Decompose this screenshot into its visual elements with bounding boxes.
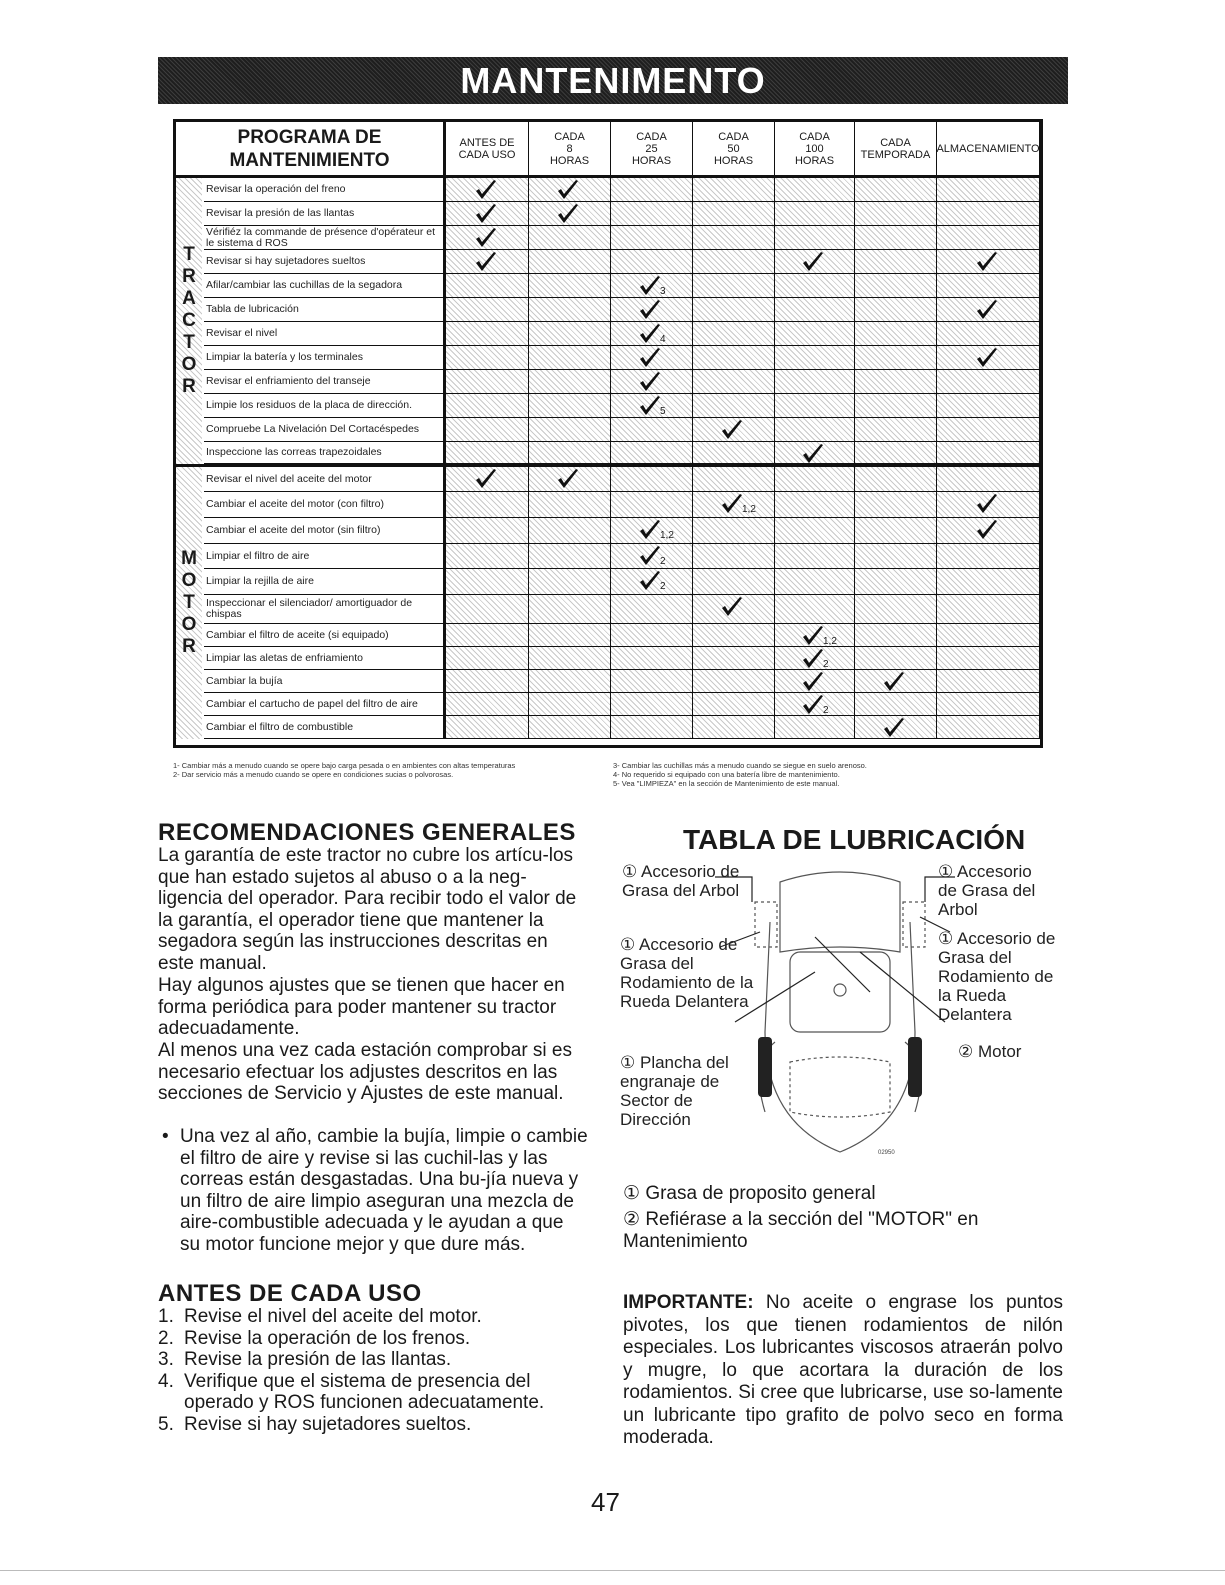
antes-list-item: [158, 1349, 588, 1371]
tractor-cell: [693, 442, 775, 464]
motor-cell: [446, 569, 529, 595]
motor-cell: [529, 670, 611, 693]
tractor-cell: [693, 202, 775, 226]
motor-cell: [529, 693, 611, 716]
checkmark-icon: [975, 251, 999, 273]
motor-cell: [611, 670, 693, 693]
motor-cell: [855, 595, 937, 624]
motor-cell: [775, 716, 855, 739]
checkmark-icon: [474, 203, 498, 225]
column-header-6: [937, 122, 1040, 178]
checkmark-icon: [975, 493, 999, 515]
tractor-cell: [775, 322, 855, 346]
tractor-cell: [775, 298, 855, 322]
recomendaciones-paragraph-2: Hay algunos ajustes que se tienen que hacer en forma periódica para poder mantener su tractor adecuadamente.: [158, 975, 565, 1039]
tractor-cell: [775, 226, 855, 250]
tractor-cell: [775, 394, 855, 418]
important-paragraph: [623, 1292, 1063, 1450]
tractor-cell: [693, 370, 775, 394]
list-text: Revise el nivel del aceite del motor.: [184, 1306, 482, 1327]
column-header-line3: HORAS: [549, 154, 590, 167]
tractor-cell: [855, 346, 937, 370]
column-header-3: [693, 122, 775, 178]
tractor-cell: [855, 250, 937, 274]
motor-row-label: Cambiar el aceite del motor (sin filtro): [204, 518, 446, 544]
tractor-row-label: Inspeccione las correas trapezoidales: [204, 442, 446, 464]
motor-cell: [693, 544, 775, 569]
checkmark-icon: 4: [638, 323, 666, 345]
checkmark-icon: [556, 468, 580, 490]
maintenance-schedule-table: [173, 119, 1043, 748]
motor-cell: [693, 518, 775, 544]
tractor-side-label: T R A C T O R: [176, 178, 202, 464]
motor-cell: [775, 492, 855, 518]
tractor-cell: [446, 298, 529, 322]
tractor-cell: [611, 250, 693, 274]
list-number: 2.: [158, 1327, 174, 1349]
tractor-cell: [775, 370, 855, 394]
tractor-cell: [775, 202, 855, 226]
tractor-cell: [937, 322, 1040, 346]
motor-cell: [937, 544, 1040, 569]
column-header-line1: CADA: [799, 130, 830, 143]
circled-2-icon: ②: [623, 1209, 641, 1230]
checkmark-icon: [474, 251, 498, 273]
tractor-cell: [775, 418, 855, 442]
tractor-cell: [611, 226, 693, 250]
motor-cell: [855, 647, 937, 670]
tractor-cell: [775, 178, 855, 202]
motor-cell: [693, 467, 775, 492]
tractor-cell: [855, 418, 937, 442]
label-text: Plancha del engranaje de Sector de Dirección: [620, 1053, 729, 1129]
column-header-line1: CADA: [554, 130, 585, 143]
tractor-row-label: Revisar si hay sujetadores sueltos: [204, 250, 446, 274]
motor-cell: [937, 716, 1040, 739]
lubricacion-title: TABLA DE LUBRICACIÓN: [683, 824, 1026, 855]
column-header-0: [446, 122, 529, 178]
circled-1-icon: ①: [938, 929, 954, 948]
bullet-dot: •: [162, 1126, 169, 1147]
label-text: Accesorio de Grasa del Arbol: [938, 862, 1036, 919]
hood-outline: [780, 872, 900, 952]
tractor-cell: [446, 370, 529, 394]
tractor-cell: [529, 226, 611, 250]
checkmark-icon: [720, 419, 744, 441]
checkmark-icon: [801, 251, 825, 273]
label-text: Accesorio de Grasa del Arbol: [622, 862, 740, 900]
column-header-line2: 8: [566, 142, 573, 155]
motor-row-label: Revisar el nivel del aceite del motor: [204, 467, 446, 492]
checkmark-icon: 1,2: [720, 493, 756, 515]
important-label: IMPORTANTE:: [623, 1292, 754, 1313]
motor-cell: [529, 518, 611, 544]
column-header-line2: 25: [645, 142, 658, 155]
checkmark-icon: 2: [801, 648, 829, 670]
checkmark-icon: [638, 299, 662, 321]
motor-cell: [611, 595, 693, 624]
motor-cell: [693, 693, 775, 716]
column-header-line2: 50: [727, 142, 740, 155]
figure-code: 02950: [878, 1150, 895, 1156]
motor-cell: [937, 670, 1040, 693]
column-header-1: [529, 122, 611, 178]
motor-cell: [693, 716, 775, 739]
checkmark-icon: 1,2: [638, 519, 674, 541]
column-header-line2: 100: [805, 142, 824, 155]
tractor-cell: [937, 274, 1040, 298]
checkmark-icon: 3: [638, 275, 666, 297]
motor-cell: [937, 647, 1040, 670]
motor-cell: [611, 647, 693, 670]
bullet-text: Una vez al año, cambie la bujía, limpie o cambie el filtro de aire y revise si las cuchil-las y las correas están desgastadas. Una bu-jía nueva y un filtro de aire limpio aseguran una mezcla de aire-combustible adecuada y le ayudan a que su motor funcione mejor y que dure más.: [180, 1126, 588, 1255]
tractor-cell: [611, 178, 693, 202]
motor-cell: [693, 647, 775, 670]
tractor-cell: [529, 418, 611, 442]
tractor-cell: [611, 418, 693, 442]
checkmark-icon: [882, 671, 906, 693]
column-header-2: [611, 122, 693, 178]
tractor-cell: [446, 394, 529, 418]
circled-1-icon: ①: [620, 935, 636, 954]
tractor-row-label: Compruebe La Nivelación Del Cortacéspedes: [204, 418, 446, 442]
motor-cell: [855, 467, 937, 492]
tractor-cell: [937, 418, 1040, 442]
checkmark-icon: [638, 347, 662, 369]
label-accesorio-arbol-left: [622, 862, 742, 900]
tractor-cell: [855, 178, 937, 202]
tractor-cell: [693, 322, 775, 346]
antes-list-item: [158, 1306, 588, 1328]
checkmark-icon: [720, 596, 744, 618]
column-header-line3: HORAS: [631, 154, 672, 167]
sector-plate: [790, 1057, 890, 1117]
schedule-grid: [176, 122, 1040, 745]
banner-title: MANTENIMENTO: [460, 59, 766, 101]
tractor-cell: [855, 322, 937, 346]
note-motor: [623, 1209, 1063, 1253]
tractor-cell: [529, 370, 611, 394]
list-text: Revise si hay sujetadores sueltos.: [184, 1413, 472, 1435]
motor-cell: [937, 595, 1040, 624]
tractor-row-label: Revisar la presión de las llantas: [204, 202, 446, 226]
schedule-title: [176, 122, 446, 178]
checkmark-icon: [638, 371, 662, 393]
tractor-row-label: Afilar/cambiar las cuchillas de la segadora: [204, 274, 446, 298]
right-spindle: [903, 902, 925, 947]
tractor-cell: [855, 226, 937, 250]
motor-cell: [855, 518, 937, 544]
tractor-row-label: Limpiar la batería y los terminales: [204, 346, 446, 370]
tractor-cell: [693, 298, 775, 322]
motor-cell: [937, 569, 1040, 595]
label-text: Accesorio de Grasa del Rodamiento de la Rueda Delantera: [620, 935, 754, 1011]
list-number: 5.: [158, 1413, 174, 1435]
motor-row-label: Inspeccionar el silenciador/ amortiguador de chispas: [204, 595, 446, 624]
tractor-cell: [693, 226, 775, 250]
tractor-cell: [446, 442, 529, 464]
column-header-line1: CADA: [718, 130, 749, 143]
antes-list: [158, 1306, 588, 1435]
list-number: 1.: [158, 1306, 174, 1327]
tractor-cell: [855, 202, 937, 226]
recomendaciones-paragraph-3: Al menos una vez cada estación comprobar si es necesario efectuar los adjustes descritos en las secciones de Servicio y Ajustes de este manual.: [158, 1040, 572, 1104]
label-text: Motor: [977, 1042, 1022, 1061]
motor-cell: [937, 624, 1040, 647]
motor-cell: [446, 595, 529, 624]
checkmark-icon: [975, 519, 999, 541]
motor-cell: [775, 518, 855, 544]
note-grasa: [623, 1183, 1063, 1205]
antes-list-item: [158, 1414, 588, 1436]
footnote-2: 2- Dar servicio más a menudo cuando se opere en condiciones sucias o polvorosas.: [173, 770, 454, 779]
checkmark-icon: [975, 347, 999, 369]
motor-cell: [529, 492, 611, 518]
tractor-cell: [693, 274, 775, 298]
motor-row-label: Limpiar el filtro de aire: [204, 544, 446, 569]
list-text: Verifique que el sistema de presencia del operado y ROS funcionen adecuatamente.: [184, 1370, 545, 1413]
tractor-cell: [775, 346, 855, 370]
recomendaciones-paragraph-1: La garantía de este tractor no cubre los artícu-los que han estado sujetos al abuso o a la neg-ligencia del operador. Para recibir todo el valor de la garantía, el operador tiene que mantener la segadora según las instrucciones descritas en este manual.: [158, 845, 577, 974]
tractor-cell: [855, 370, 937, 394]
label-text: Accesorio de Grasa del Rodamiento de la Rueda Delantera: [938, 929, 1056, 1024]
tractor-cell: [529, 322, 611, 346]
motor-cell: [446, 492, 529, 518]
motor-row-label: Limpiar las aletas de enfriamiento: [204, 647, 446, 670]
motor-cell: [693, 569, 775, 595]
motor-cell: [855, 492, 937, 518]
tractor-cell: [529, 274, 611, 298]
motor-row-label: Cambiar el filtro de aceite (si equipado): [204, 624, 446, 647]
list-text: Revise la presión de las llantas.: [184, 1349, 452, 1370]
motor-row-label: Limpiar la rejilla de aire: [204, 569, 446, 595]
tractor-cell: [446, 346, 529, 370]
recomendaciones-bullet: [158, 1126, 588, 1255]
motor-cell: [529, 647, 611, 670]
list-text: Revise la operación de los frenos.: [184, 1327, 471, 1349]
footnote-4: 4- No requerido si equipado con una batería libre de mantenimiento.: [613, 770, 840, 779]
antes-list-item: [158, 1328, 588, 1350]
motor-cell: [855, 693, 937, 716]
checkmark-icon: [801, 443, 825, 465]
motor-row-label: Cambiar el cartucho de papel del filtro de aire: [204, 693, 446, 716]
motor-cell: [937, 467, 1040, 492]
motor-cell: [611, 492, 693, 518]
important-text: No aceite o engrase los puntos pivotes, los que tienen rodamientos de nilón especiales. Los lubricantes viscosos atraerán polvo y mugre, lo que acortara la duración de los rodamientos. Si cree que lubricarse, use so-lamente un lubricante tipo grafito de polvo seco en forma moderada.: [623, 1292, 1064, 1448]
motor-cell: [693, 670, 775, 693]
checkmark-icon: 2: [638, 545, 666, 567]
motor-cell: [446, 544, 529, 569]
footnote-1: 1- Cambiar más a menudo cuando se opere bajo carga pesada o en ambientes con altas temperaturas: [173, 761, 516, 770]
motor-cell: [693, 624, 775, 647]
checkmark-icon: [882, 717, 906, 739]
motor-cell: [529, 569, 611, 595]
tractor-cell: [937, 226, 1040, 250]
motor-cell: [775, 544, 855, 569]
column-header-line1: CADA: [880, 136, 911, 149]
tractor-cell: [775, 274, 855, 298]
footnotes-right: [613, 761, 1043, 788]
motor-row-label: Cambiar la bujía: [204, 670, 446, 693]
circled-1-icon: ①: [623, 1183, 641, 1204]
motor-cell: [611, 693, 693, 716]
section-banner: [158, 57, 1068, 104]
tractor-cell: [937, 178, 1040, 202]
column-header-4: [775, 122, 855, 178]
tractor-cell: [529, 394, 611, 418]
footnote-3: 3- Cambiar las cuchillas más a menudo cuando se siegue en suelo arenoso.: [613, 761, 867, 770]
motor-cell: [855, 544, 937, 569]
checkmark-icon: [801, 671, 825, 693]
tractor-cell: [855, 394, 937, 418]
checkmark-icon: 5: [638, 395, 666, 417]
tractor-cell: [693, 346, 775, 370]
tractor-cell: [937, 394, 1040, 418]
tractor-cell: [529, 250, 611, 274]
column-header-line2: CADA USO: [458, 148, 516, 161]
checkmark-icon: [556, 179, 580, 201]
tractor-cell: [855, 298, 937, 322]
label-rodamiento-right: [938, 929, 1066, 1024]
motor-cell: [611, 624, 693, 647]
antes-heading: ANTES DE CADA USO: [158, 1280, 422, 1307]
motor-cell: [611, 467, 693, 492]
page-number: 47: [591, 1487, 620, 1517]
tractor-cell: [937, 202, 1040, 226]
tractor-cell: [529, 442, 611, 464]
checkmark-icon: [556, 203, 580, 225]
column-header-line1: ANTES DE: [459, 136, 515, 149]
tractor-cell: [855, 274, 937, 298]
column-header-line1: ALMACENAMIENTO: [936, 142, 1040, 155]
label-motor: [958, 1042, 1058, 1061]
motor-cell: [855, 569, 937, 595]
engine-center: [834, 984, 846, 996]
motor-cell: [611, 716, 693, 739]
schedule-title-line2: MANTENIMIENTO: [229, 149, 390, 171]
label-accesorio-arbol-right: [938, 862, 1048, 919]
note-text: Grasa de proposito general: [645, 1183, 876, 1204]
tractor-cell: [446, 274, 529, 298]
footnotes-left: [173, 761, 603, 779]
motor-row-label: Cambiar el aceite del motor (con filtro): [204, 492, 446, 518]
tractor-cell: [693, 178, 775, 202]
checkmark-icon: [474, 468, 498, 490]
motor-cell: [446, 624, 529, 647]
column-header-line2: TEMPORADA: [860, 148, 931, 161]
motor-cell: [446, 647, 529, 670]
tractor-cell: [529, 346, 611, 370]
tractor-cell: [446, 418, 529, 442]
tractor-row-label: Revisar la operación del freno: [204, 178, 446, 202]
checkmark-icon: 2: [801, 694, 829, 716]
tractor-cell: [611, 442, 693, 464]
checkmark-icon: [474, 227, 498, 249]
label-plancha: [620, 1053, 755, 1129]
motor-cell: [446, 693, 529, 716]
column-header-line3: HORAS: [713, 154, 754, 167]
motor-cell: [529, 544, 611, 569]
motor-cell: [529, 595, 611, 624]
tractor-row-label: Tabla de lubricación: [204, 298, 446, 322]
motor-cell: [446, 518, 529, 544]
list-number: 4.: [158, 1370, 174, 1392]
antes-list-item: [158, 1371, 588, 1414]
circled-2-icon: ②: [958, 1042, 974, 1061]
tractor-cell: [693, 394, 775, 418]
tractor-cell: [693, 250, 775, 274]
checkmark-icon: [975, 299, 999, 321]
column-header-5: [855, 122, 937, 178]
note-text: Refiérase a la sección del "MOTOR" en Mantenimiento: [623, 1209, 979, 1252]
checkmark-icon: 2: [638, 570, 666, 592]
motor-row-label: Cambiar el filtro de combustible: [204, 716, 446, 739]
circled-1-icon: ①: [620, 1053, 636, 1072]
tractor-row-label: Revisar el nivel: [204, 322, 446, 346]
page-bottom-rule: [0, 1570, 1225, 1571]
motor-cell: [937, 693, 1040, 716]
tractor-cell: [937, 442, 1040, 464]
motor-side-label: M O T O R: [176, 467, 202, 739]
right-wheel: [908, 1037, 922, 1097]
tractor-cell: [529, 298, 611, 322]
motor-cell: [529, 624, 611, 647]
checkmark-icon: [474, 179, 498, 201]
list-number: 3.: [158, 1349, 174, 1370]
label-rodamiento-left: [620, 935, 780, 1011]
tractor-row-label: Limpie los residuos de la placa de dirección.: [204, 394, 446, 418]
tractor-cell: [446, 322, 529, 346]
tractor-cell: [937, 370, 1040, 394]
motor-cell: [446, 670, 529, 693]
tractor-cell: [611, 202, 693, 226]
schedule-title-line1: PROGRAMA DE: [237, 126, 382, 148]
footnote-5: 5- Vea "LIMPIEZA" en la sección de Mantenimiento de este manual.: [613, 779, 840, 788]
leader-motor-b: [860, 952, 945, 1022]
motor-cell: [775, 467, 855, 492]
checkmark-icon: 1,2: [801, 625, 837, 647]
circled-1-icon: ①: [938, 862, 954, 881]
motor-cell: [775, 595, 855, 624]
tractor-row-label: Vérifiéz la commande de présence d'opérateur et le sistema d ROS: [204, 226, 446, 250]
motor-cell: [855, 624, 937, 647]
left-wheel: [758, 1037, 772, 1097]
tractor-row-label: Revisar el enfriamiento del transeje: [204, 370, 446, 394]
recomendaciones-heading: RECOMENDACIONES GENERALES: [158, 819, 576, 846]
tractor-cell: [855, 442, 937, 464]
motor-cell: [529, 716, 611, 739]
column-header-line3: HORAS: [794, 154, 835, 167]
leader-motor-a: [815, 937, 870, 992]
motor-cell: [775, 569, 855, 595]
motor-cell: [446, 716, 529, 739]
column-header-line1: CADA: [636, 130, 667, 143]
circled-1-icon: ①: [622, 862, 638, 881]
